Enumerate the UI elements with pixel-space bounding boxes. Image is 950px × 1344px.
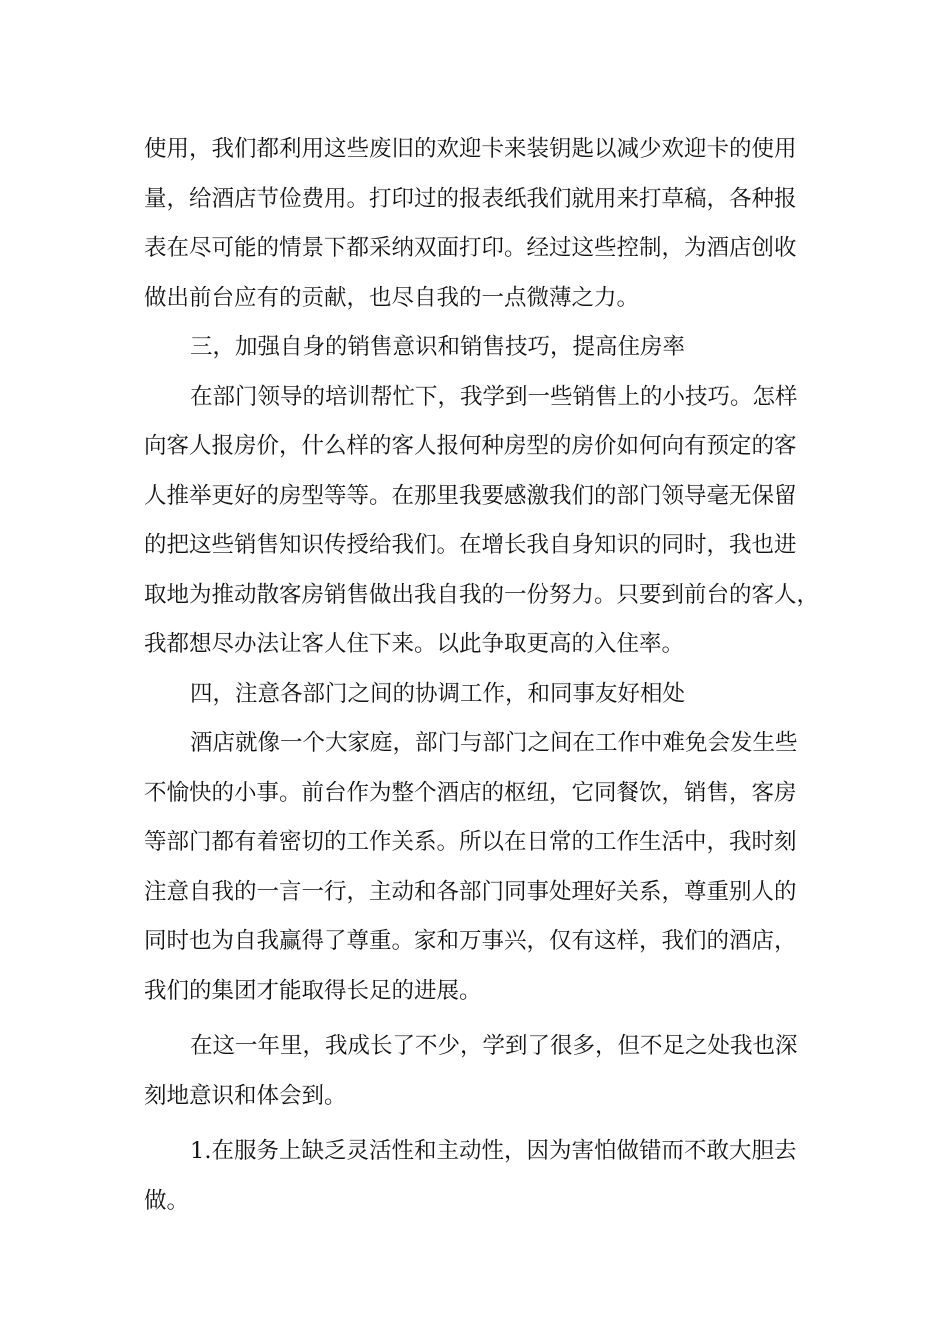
text-line: 使用，我们都利用这些废旧的欢迎卡来装钥匙以减少欢迎卡的使用 (144, 136, 797, 162)
text-line: 注意自我的一言一行，主动和各部门同事处理好关系，尊重别人的 (144, 878, 797, 905)
text-line: 做。 (144, 1187, 190, 1214)
section-heading: 四，注意各部门之间的协调工作，和同事友好相处 (190, 680, 686, 707)
text-line: 在这一年里，我成长了不少，学到了很多，但不足之处我也深 (190, 1033, 798, 1059)
text-line: 我都想尽办法让客人住下来。以此争取更高的入住率。 (144, 631, 685, 657)
text-line: 人推举更好的房型等等。在那里我要感激我们的部门领导毫无保留 (144, 482, 797, 509)
text-line: 取地为推动散客房销售做出我自我的一份努力。只要到前台的客人， (144, 581, 820, 608)
text-line: 刻地意识和体会到。 (144, 1082, 347, 1109)
text-line: 在部门领导的培训帮忙下，我学到一些销售上的小技巧。怎样 (190, 383, 798, 410)
text-line: 我们的集团才能取得长足的进展。 (144, 977, 482, 1004)
text-line: 向客人报房价，什么样的客人报何种房型的房价如何向有预定的客 (144, 433, 797, 459)
text-line: 等部门都有着密切的工作关系。所以在日常的工作生活中，我时刻 (144, 829, 797, 855)
text-line: 量，给酒店节俭费用。打印过的报表纸我们就用来打草稿，各种报 (144, 185, 797, 212)
text-line: 同时也为自我赢得了尊重。家和万事兴，仅有这样，我们的酒店， (144, 928, 797, 954)
text-line: 表在尽可能的情景下都采纳双面打印。经过这些控制，为酒店创收 (144, 235, 797, 261)
text-line: 酒店就像一个大家庭，部门与部门之间在工作中难免会发生些 (190, 730, 798, 756)
list-item: 1.在服务上缺乏灵活性和主动性，因为害怕做错而不敢大胆去 (190, 1138, 797, 1164)
section-heading: 三，加强自身的销售意识和销售技巧，提高住房率 (190, 334, 686, 360)
text-line: 做出前台应有的贡献，也尽自我的一点微薄之力。 (144, 284, 640, 311)
text-line: 不愉快的小事。前台作为整个酒店的枢纽，它同餐饮，销售，客房 (144, 779, 797, 806)
text-line: 的把这些销售知识传授给我们。在增长我自身知识的同时，我也进 (144, 532, 797, 558)
document-body (144, 125, 834, 1226)
